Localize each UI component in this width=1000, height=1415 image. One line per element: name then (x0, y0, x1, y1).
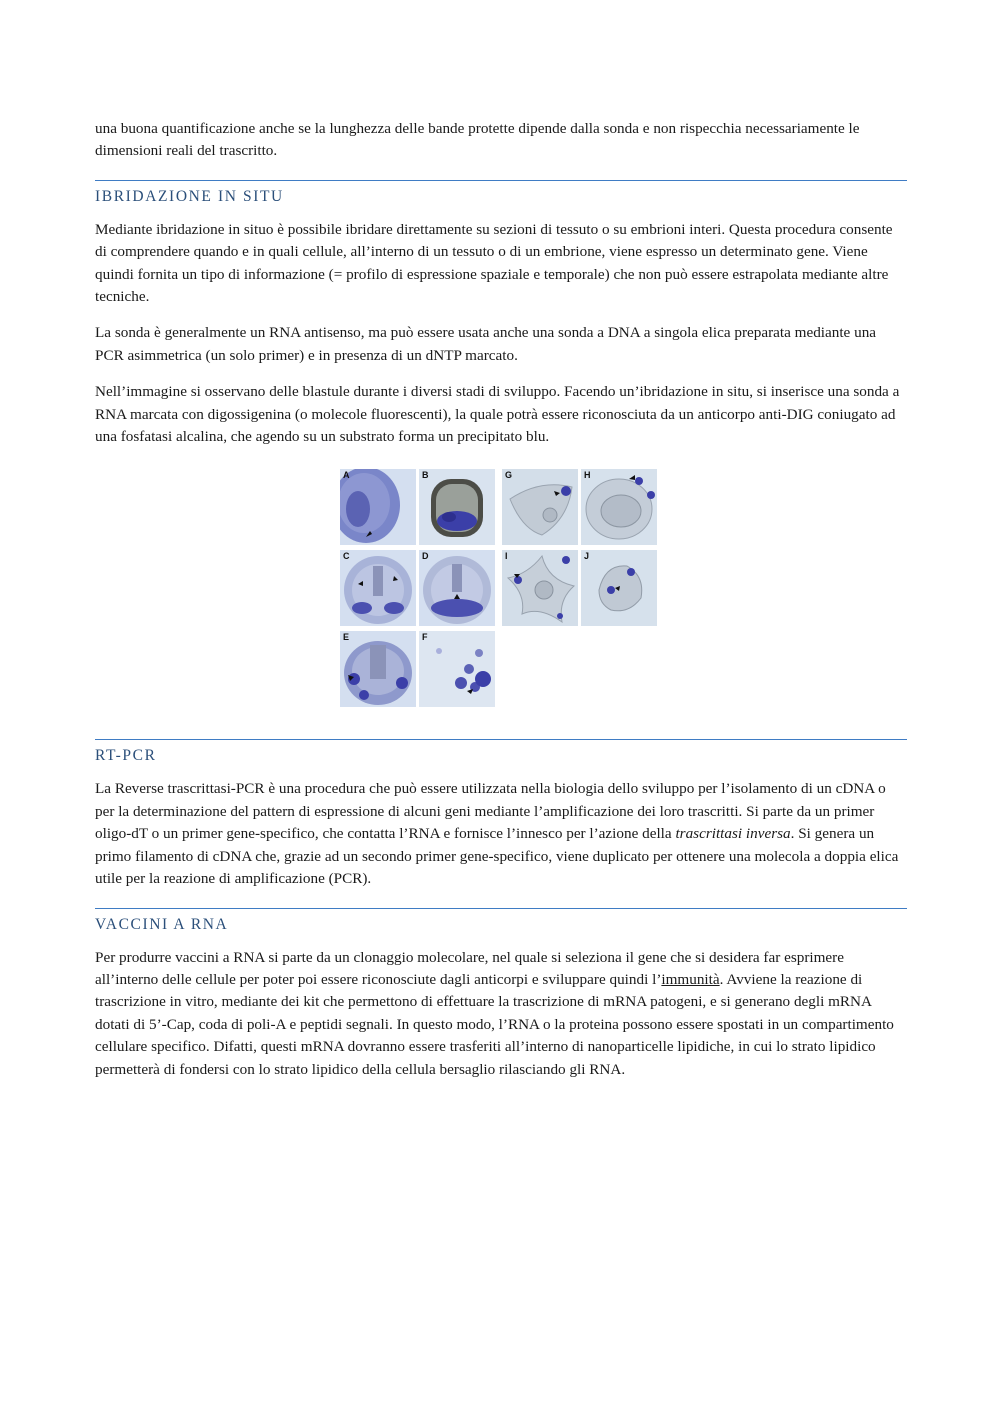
figure-panel-j (581, 550, 657, 626)
intro-paragraph: una buona quantificazione anche se la lunghezza delle bande protette dipende dalla sonda e non rispecchia necessariamente le dimensioni reali del trascritto. (95, 120, 860, 160)
panel-label-d: D (422, 551, 429, 562)
figure-panel-h (581, 469, 657, 545)
section-ibridazione-header (95, 180, 907, 207)
panel-label-e: E (343, 632, 350, 643)
panel-label-j: J (584, 551, 590, 562)
section-rtpcr-body (95, 778, 907, 890)
immunita-link[interactable]: immunità (661, 970, 720, 988)
section-title-rtpcr: RT-PCR (95, 747, 157, 765)
embryo-image-a (340, 469, 416, 545)
figure-panel-i (502, 550, 578, 626)
vaccini-text-b: . Avviene la reazione di trascrizione in vitro, mediante dei kit che permettono di effettuare la trascrizione di mRNA patogeni, e si generano degli mRNA dotati di 5’-Cap, coda di poli-A e peptidi segnali. In questo modo, l’RNA o la proteina possono essere spostati in un compartimento cellulare specifico. Difatti, questi mRNA dovranno essere trasferiti all’interno di nanoparticelle lipidiche, in cui lo strato lipidico permetterà di fondersi con lo strato lipidico della cellula bersaglio rilasciando gli RNA. (95, 970, 894, 1078)
figure-panel-g (502, 469, 578, 545)
embryo-image-i (502, 550, 578, 626)
figure-panel-f (419, 631, 495, 707)
embryo-image-e (340, 631, 416, 707)
embryo-image-b (419, 469, 495, 545)
in-situ-figure (340, 469, 670, 709)
figure-panel-b (419, 469, 495, 545)
ibridazione-paragraph-1: Mediante ibridazione in situo è possibile ibridare direttamente su sezioni di tessuto o su embrioni interi. Questa procedura consente di comprendere quando e in quali cellule, all’interno di un tessuto o di un embrione, viene espresso un determinato gene. Viene quindi fornita un tipo di informazione (= profilo di espressione spaziale e temporale) che non può essere estrapolata mediante altre tecniche. (95, 220, 893, 306)
figure-panel-a (340, 469, 416, 545)
embryo-image-c (340, 550, 416, 626)
rtpcr-text-a: La Reverse trascrittasi-PCR è una procedura che può essere utilizzata nella biologia dello sviluppo per l’isolamento di un cDNA o per la determinazione del pattern di espressione di alcuni geni mediante l’amplificazione dei loro trascritti. Si parte da un primer oligo-dT o un primer gene-specifico, che contatta l’RNA e fornisce l’innesco per l’azione della (95, 780, 886, 843)
embryo-image-h (581, 469, 657, 545)
section-title-vaccini: VACCINI A RNA (95, 915, 229, 933)
section-vaccini-header (95, 908, 907, 935)
panel-label-i: I (505, 551, 508, 562)
section-title-ibridazione: IBRIDAZIONE IN SITU (95, 187, 284, 205)
panel-label-f: F (422, 632, 428, 643)
vaccini-paragraph (95, 947, 907, 1081)
panel-label-h: H (584, 470, 591, 481)
vaccini-text-a: Per produrre vaccini a RNA si parte da un clonaggio molecolare, nel quale si seleziona il gene che si desidera far esprimere all’interno delle cellule per poter poi essere riconosciute dagli anticorpi e sviluppare quindi l’ (95, 948, 844, 988)
section-rtpcr-header (95, 739, 907, 766)
embryo-image-j (581, 550, 657, 626)
figure-panel-c (340, 550, 416, 626)
panel-label-b: B (422, 470, 429, 481)
panel-label-c: C (343, 551, 350, 562)
embryo-image-g (502, 469, 578, 545)
embryo-image-d (419, 550, 495, 626)
rtpcr-text-b: . Si genera un primo filamento di cDNA che, grazie ad un secondo primer gene-specifico, viene duplicato per ottenere una molecola a doppia elica utile per la reazione di amplificazione (PCR). (95, 825, 899, 888)
panel-label-g: G (505, 470, 513, 481)
rtpcr-term-emphasis: trascrittasi inversa (675, 825, 791, 843)
figure-panel-d (419, 550, 495, 626)
panel-label-a: A (343, 470, 350, 481)
page-content (95, 118, 907, 1081)
section-ibridazione-body (95, 219, 907, 449)
section-vaccini-body (95, 947, 907, 1081)
ibridazione-paragraph-2: La sonda è generalmente un RNA antisenso, ma può essere usata anche una sonda a DNA a singola elica preparata mediante una PCR asimmetrica (un solo primer) e in presenza di un dNTP marcato. (95, 324, 877, 364)
rtpcr-paragraph (95, 778, 907, 890)
figure-panel-e (340, 631, 416, 707)
ibridazione-paragraph-3: Nell’immagine si osservano delle blastule durante i diversi stadi di sviluppo. Facendo un’ibridazione in situ, si inserisce una sonda a RNA marcata con digossigenina (o molecole fluorescenti), la quale potrà essere riconosciuta da un anticorpo anti-DIG coniugato ad una fosfatasi alcalina, che agendo su un substrato forma un precipitato blu. (95, 383, 900, 446)
embryo-image-f (419, 631, 495, 707)
